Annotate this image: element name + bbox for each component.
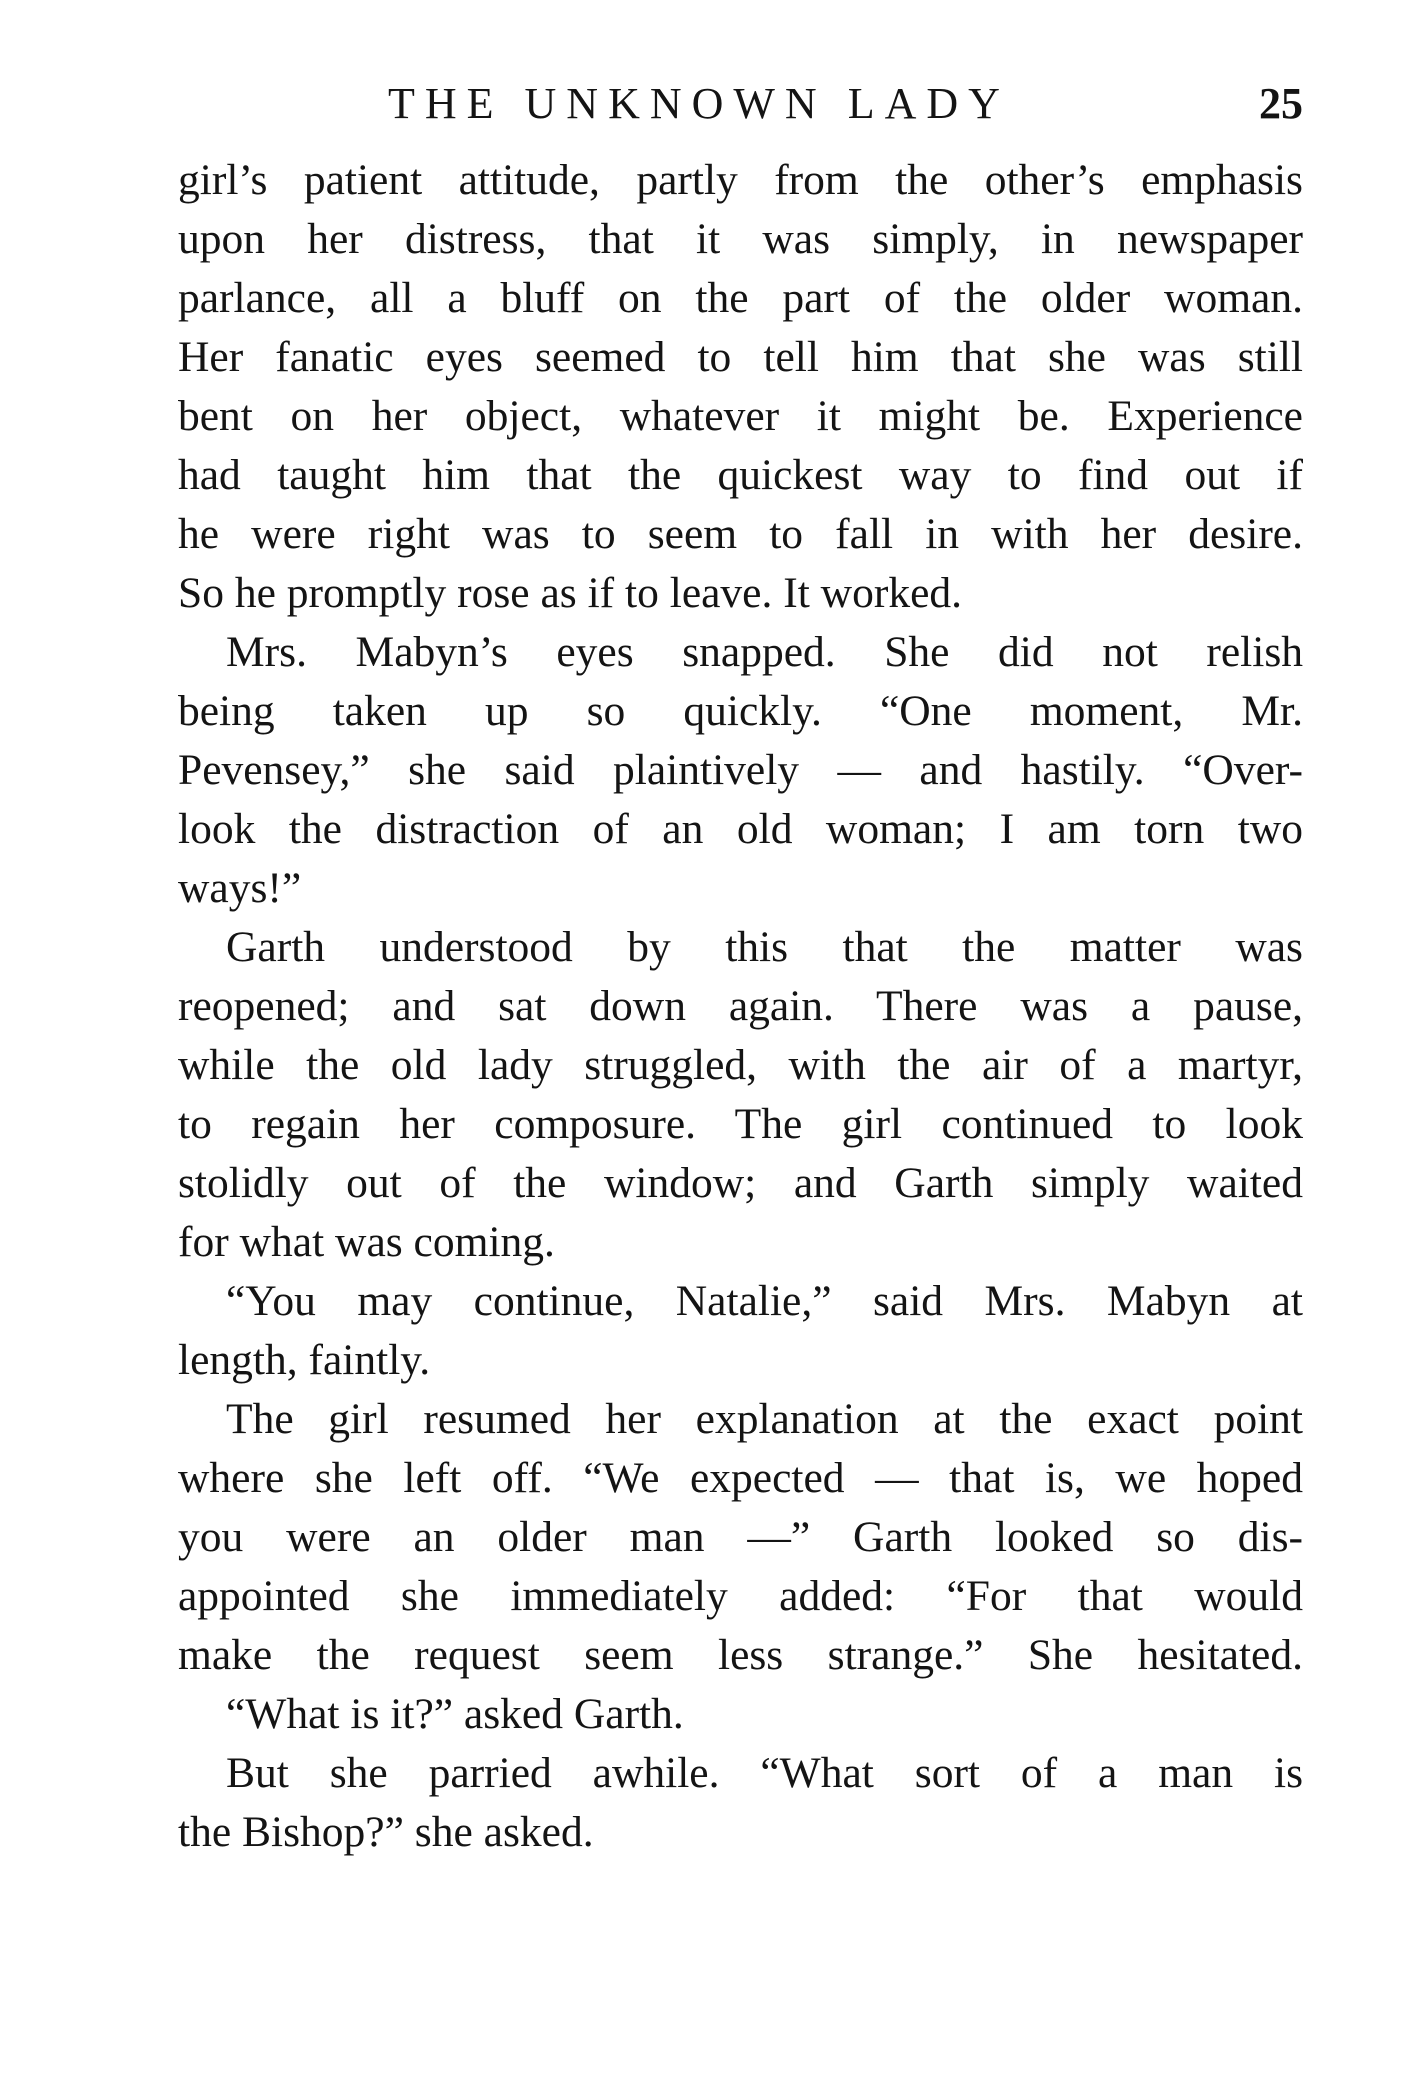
text-line: appointed she immediately added: “For that would (178, 1572, 1303, 1620)
text-line: bent on her object, whatever it might be. Experience (178, 392, 1303, 440)
page-number: 25 (1259, 79, 1303, 128)
text-line: “What is it?” asked Garth. (226, 1690, 684, 1738)
text-line: had taught him that the quickest way to find out if (178, 451, 1303, 499)
text-line: he were right was to seem to fall in with her desire. (178, 510, 1303, 558)
text-line: for what was coming. (178, 1218, 555, 1266)
text-line: stolidly out of the window; and Garth simply waited (178, 1159, 1303, 1207)
text-line: being taken up so quickly. “One moment, Mr. (178, 687, 1303, 735)
text-line: But she parried awhile. “What sort of a man is (226, 1749, 1303, 1797)
text-line: girl’s patient attitude, partly from the other’s emphasis (178, 156, 1303, 204)
text-line: look the distraction of an old woman; I am torn two (178, 805, 1303, 853)
text-line: length, faintly. (178, 1336, 431, 1384)
text-line: Her fanatic eyes seemed to tell him that she was still (178, 333, 1303, 381)
running-head (178, 74, 1303, 134)
text-line: the Bishop?” she asked. (178, 1808, 594, 1856)
text-line: The girl resumed her explanation at the exact point (226, 1395, 1303, 1443)
text-line: upon her distress, that it was simply, in newspaper (178, 215, 1303, 263)
text-line: parlance, all a bluff on the part of the older woman. (178, 274, 1303, 322)
body-text (178, 151, 1303, 1862)
text-line: make the request seem less strange.” She hesitated. (178, 1631, 1303, 1679)
text-line: Mrs. Mabyn’s eyes snapped. She did not relish (226, 628, 1303, 676)
text-line: reopened; and sat down again. There was a pause, (178, 982, 1303, 1030)
text-line: to regain her composure. The girl continued to look (178, 1100, 1303, 1148)
text-line: while the old lady struggled, with the air of a martyr, (178, 1041, 1303, 1089)
text-line: ways!” (178, 864, 302, 912)
running-title: THE UNKNOWN LADY (388, 79, 1010, 128)
text-line: you were an older man —” Garth looked so dis- (178, 1513, 1303, 1561)
text-line: Pevensey,” she said plaintively — and hastily. “Over- (178, 746, 1303, 794)
text-line: “You may continue, Natalie,” said Mrs. Mabyn at (226, 1277, 1303, 1325)
text-line: Garth understood by this that the matter was (226, 923, 1303, 971)
text-line: So he promptly rose as if to leave. It worked. (178, 569, 963, 617)
text-line: where she left off. “We expected — that is, we hoped (178, 1454, 1303, 1502)
